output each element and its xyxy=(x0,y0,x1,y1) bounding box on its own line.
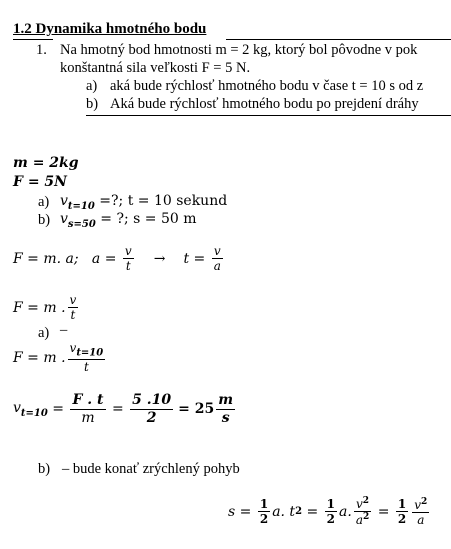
equation-force-velocity-t10: F = m . $\frac{v_{t=10}}{t}$ xyxy=(13,341,104,375)
given-b-expr: $v_{s=50}$ = ?; s = 50 m xyxy=(60,211,197,230)
subquestion-b-rule xyxy=(86,115,451,116)
subquestion-b-label: b) xyxy=(86,96,99,112)
equation-a-label: a) xyxy=(38,325,50,341)
given-a-label: a) xyxy=(38,194,50,210)
given-b-label: b) xyxy=(38,212,51,228)
subquestion-b-text: Aká bude rýchlosť hmotného bodu po prejdení dráhy xyxy=(110,96,419,112)
given-mass: m = 2kg xyxy=(13,155,79,171)
equation-velocity-result: $v_{t=10}$ = $\frac{F . t}{m}$ = $\frac{5 .10}{2}$ = 25 $\frac{m}{s}$ xyxy=(13,392,234,426)
given-a-expr: $v_{t=10}$ =?; t = 10 sekund xyxy=(60,193,228,212)
subquestion-a-text: aká bude rýchlosť hmotného bodu v čase t = 10 s od z xyxy=(110,78,424,94)
problem-line-1: Na hmotný bod hmotnosti m = 2 kg, ktorý bol pôvodne v pok xyxy=(60,42,418,58)
arrow-icon: → xyxy=(153,250,166,267)
part-b-text: – bude konať zrýchlený pohyb xyxy=(62,461,240,477)
part-b-label: b) xyxy=(38,461,51,477)
equation-newton-acceleration: F = m. a; a = $\frac{v}{t}$ → t = $\frac{v}{a}$ xyxy=(13,244,221,274)
subquestion-a-label: a) xyxy=(86,78,98,94)
given-force: F = 5N xyxy=(13,174,67,190)
section-title: 1.2 Dynamika hmotného bodu xyxy=(13,21,207,37)
title-underline-extension xyxy=(13,39,53,40)
title-rule xyxy=(226,39,451,40)
equation-distance: s = $\frac{1}{2}$ a. t 2 = $\frac{1}{2}$ a. $\frac{v^2}{a^2}$ = $\frac{1}{2}$ $\frac{v^2}{a}$ xyxy=(228,496,428,528)
problem-number: 1. xyxy=(36,42,47,58)
equation-a-dash: – xyxy=(60,322,68,338)
problem-line-2: konštantná sila veľkosti F = 5 N. xyxy=(60,60,251,76)
equation-force-velocity: F = m . $\frac{v}{t}$ xyxy=(13,293,77,323)
